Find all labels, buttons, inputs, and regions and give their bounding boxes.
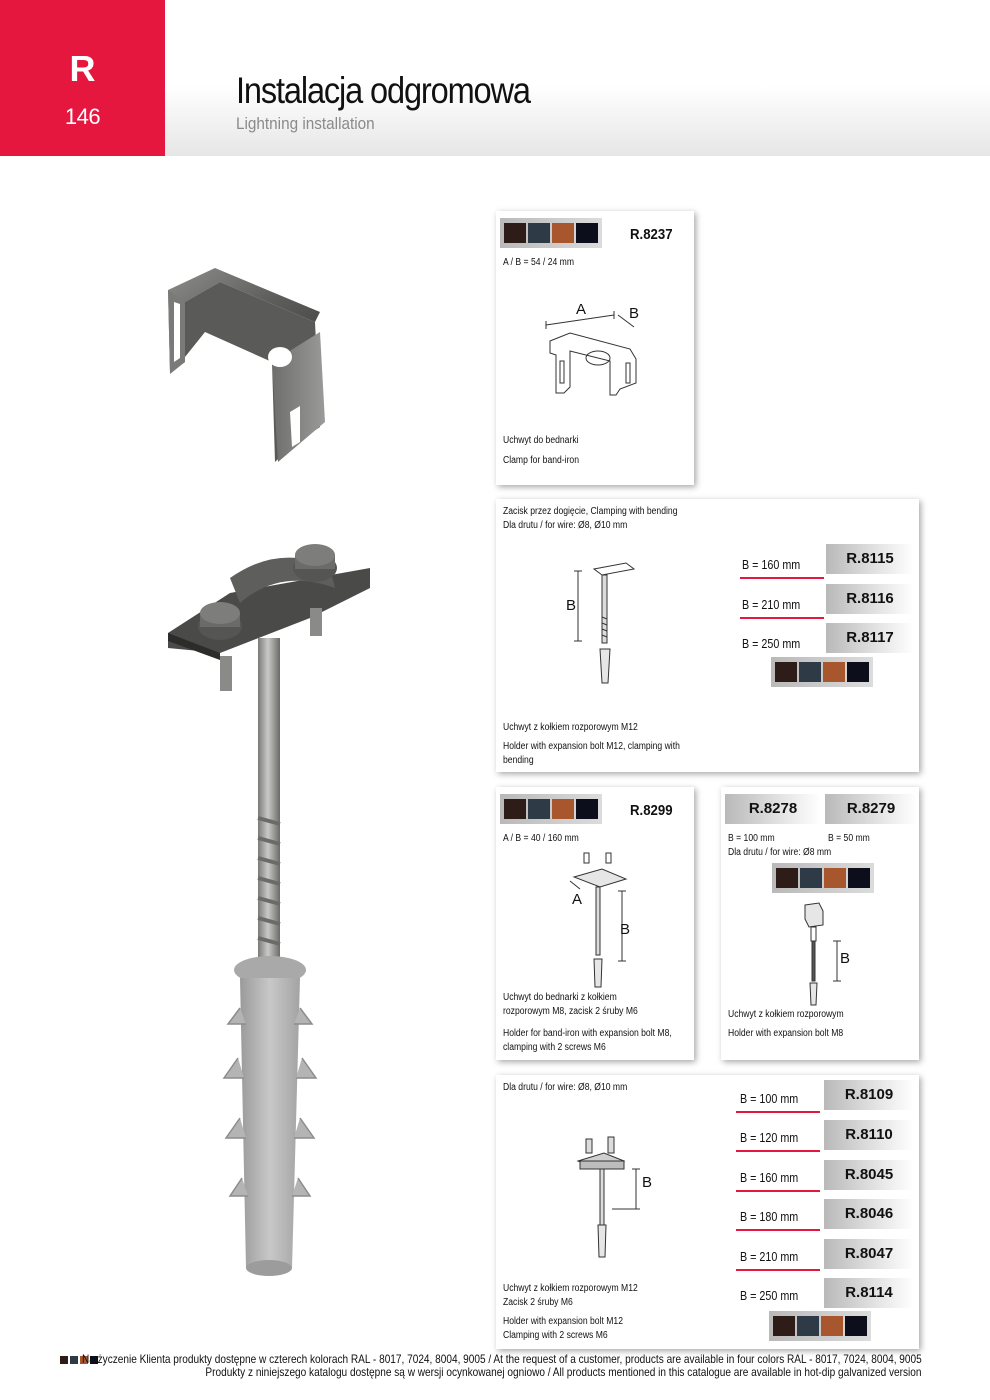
variant-code-5: R.8047 [824,1239,914,1269]
variant-code-4: R.8046 [824,1199,914,1229]
swatch-ral-8017 [776,868,798,888]
dimension-b: B [566,597,577,614]
variant-size-6: B = 250 mm [740,1289,799,1303]
variant-size-3: B = 160 mm [740,1171,799,1185]
dimension-b: B [840,950,851,967]
variant-code-3: R.8117 [826,623,914,653]
swatch-ral-7024 [797,1316,819,1336]
swatch-ral-8017 [773,1316,795,1336]
description-en-1: Holder for band-iron with expansion bolt M8, [503,1028,672,1039]
dimension-b: B [642,1174,653,1191]
dimension-b: B [620,921,631,938]
dimensions-text: A / B = 40 / 160 mm [503,833,579,844]
swatch-ral-7024 [528,799,550,819]
variant-code-1: R.8115 [826,544,914,574]
dimensions-text: A / B = 54 / 24 mm [503,257,574,268]
swatch-ral-8004 [824,868,846,888]
swatch-ral-8017 [504,223,526,243]
footer-swatch-ral-7024 [70,1356,78,1364]
product-card-r8278 [721,787,919,1060]
color-swatches [772,863,874,893]
holder-drawing [566,561,646,691]
swatch-ral-8004 [821,1316,843,1336]
product-code: R.8237 [630,226,673,243]
dimension-b: B [629,305,640,322]
clamping-text: Zacisk przez dogięcie, Clamping with bending [503,506,678,517]
description-pl: Uchwyt z kołkiem rozporowym M12 [503,722,638,733]
footer-swatch-ral-8017 [60,1356,68,1364]
description-en-2: bending [503,755,534,766]
size-text-2: B = 50 mm [828,833,870,844]
description-pl-1: Uchwyt do bednarki z kołkiem [503,992,617,1003]
variant-code-2: R.8110 [824,1120,914,1150]
page-title: Instalacja odgromowa [236,70,530,111]
swatch-ral-9005 [848,868,870,888]
dimension-a: A [576,301,587,318]
description-pl-2: Zacisk 2 śruby M6 [503,1297,573,1308]
variant-size-2: B = 210 mm [742,598,801,612]
swatch-ral-7024 [528,223,550,243]
holder-two-screws-drawing [574,1133,654,1263]
page-number: 146 [64,104,101,129]
variant-underline [736,1269,820,1271]
variant-code-6: R.8114 [824,1278,914,1308]
variant-underline [736,1229,820,1231]
product-card-r8237 [496,211,694,485]
variant-size-2: B = 120 mm [740,1131,799,1145]
variant-underline [740,617,824,619]
product-card-r8299 [496,787,694,1060]
wire-text: Dla drutu / for wire: Ø8, Ø10 mm [503,520,628,531]
variant-size-5: B = 210 mm [740,1250,799,1264]
product-card-r8115 [496,499,919,772]
variant-underline [736,1190,820,1192]
description-pl: Uchwyt do bednarki [503,435,579,446]
variant-underline [740,577,824,579]
swatch-ral-8017 [775,662,797,682]
product-code: R.8299 [630,802,673,819]
footer-galvanized-note: Produkty z niniejszego katalogu dostępne są w wersji ocynkowanej ogniowo / All products mentioned in this catalogue are available in hot-dip galvanized version [205,1365,922,1379]
band-iron-holder-drawing [566,847,646,997]
dimension-a: A [572,891,583,908]
swatch-ral-7024 [799,662,821,682]
size-text-1: B = 100 mm [728,833,775,844]
variant-underline [736,1150,820,1152]
variant-size-3: B = 250 mm [742,637,801,651]
section-letter: R [69,48,96,89]
product-code-1: R.8278 [725,794,821,824]
product-card-r8109 [496,1075,919,1349]
swatch-ral-8017 [504,799,526,819]
holder-expansion-bolt-photo [160,538,380,1283]
description-pl-1: Uchwyt z kołkiem rozporowym M12 [503,1283,638,1294]
variant-underline [736,1111,820,1113]
page-subtitle: Lightning installation [236,114,375,133]
swatch-ral-8004 [552,799,574,819]
swatch-ral-8004 [552,223,574,243]
variant-code-2: R.8116 [826,584,914,614]
color-swatches [771,657,873,687]
description-en-2: clamping with 2 screws M6 [503,1042,606,1053]
variant-size-1: B = 100 mm [740,1092,799,1106]
variant-size-1: B = 160 mm [742,558,801,572]
swatch-ral-9005 [576,223,598,243]
footer-colors-note: Na życzenie Klienta produkty dostępne w czterech kolorach RAL - 8017, 7024, 8004, 9005 / At the request of a customer, products are available in four colors RAL - 8017, 7024, 8004, 9005 [82,1352,922,1366]
variant-code-1: R.8109 [824,1080,914,1110]
variant-code-3: R.8045 [824,1160,914,1190]
description-en-1: Holder with expansion bolt M12, clamping with [503,741,680,752]
swatch-ral-9005 [576,799,598,819]
description-en-1: Holder with expansion bolt M12 [503,1316,623,1327]
description-pl-2: rozporowym M8, zacisk 2 śruby M6 [503,1006,638,1017]
swatch-ral-9005 [845,1316,867,1336]
description-en: Holder with expansion bolt M8 [728,1028,844,1039]
color-swatches [769,1311,871,1341]
color-swatches [500,794,602,824]
swatch-ral-7024 [800,868,822,888]
swatch-ral-8004 [823,662,845,682]
product-code-2: R.8279 [825,794,917,824]
section-tab [0,0,165,156]
swatch-ral-9005 [847,662,869,682]
description-en: Clamp for band-iron [503,455,580,466]
description-pl: Uchwyt z kołkiem rozporowym [728,1009,844,1020]
color-swatches [500,218,602,248]
wire-text: Dla drutu / for wire: Ø8, Ø10 mm [503,1082,628,1093]
wire-text: Dla drutu / for wire: Ø8 mm [728,847,832,858]
band-iron-clamp-photo [160,262,340,472]
variant-size-4: B = 180 mm [740,1210,799,1224]
description-en-2: Clamping with 2 screws M6 [503,1330,608,1341]
